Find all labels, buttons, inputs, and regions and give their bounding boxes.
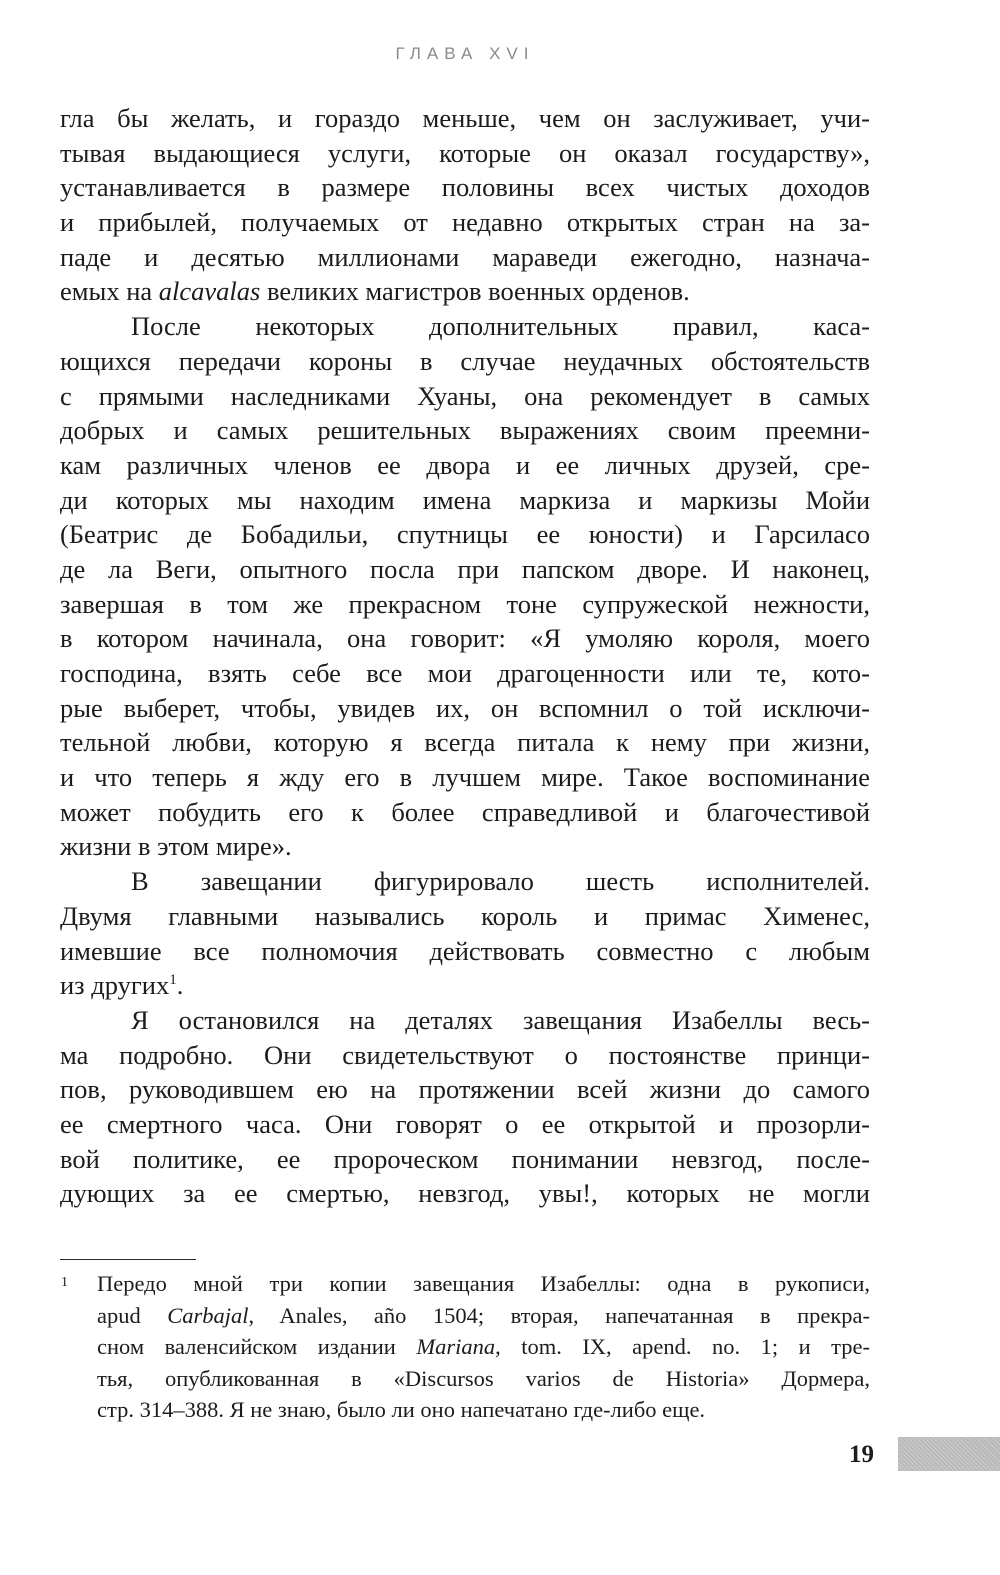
text-line: пов, руководившем ею на протяжении всей жизни до самого bbox=[60, 1074, 870, 1105]
text-line: Двумя главными назывались король и примас Хименес, bbox=[60, 900, 870, 931]
text-line: паде и десятью миллионами мараведи ежегодно, назнача- bbox=[60, 241, 870, 272]
footnote-line: Передо мной три копии завещания Изабеллы: одна в рукописи, bbox=[97, 1271, 870, 1296]
text-fragment: сном валенсийском издании bbox=[97, 1334, 396, 1360]
text-line: устанавливается в размере половины всех чистых доходов bbox=[60, 172, 870, 203]
text-line: имевшие все полномочия действовать совместно с любым bbox=[60, 935, 870, 966]
text-line: ющихся передачи короны в случае неудачных обстоятельств bbox=[60, 345, 870, 376]
text-line: может побудить его к более справедливой и благочестивой bbox=[60, 796, 870, 827]
text-line: ди которых мы находим имена маркиза и маркизы Мойи bbox=[60, 484, 870, 515]
footnote-line bbox=[97, 1331, 870, 1363]
text-line: с прямыми наследниками Хуаны, она рекомендует в самых bbox=[60, 380, 870, 411]
text-fragment: из других bbox=[60, 970, 170, 1001]
text-line: ее смертного часа. Они говорят о ее открытой и прозорли- bbox=[60, 1108, 870, 1139]
text-line: тельной любви, которую я всегда питала к нему при жизни, bbox=[60, 727, 870, 758]
page-number: 19 bbox=[849, 1441, 874, 1468]
italic-term: Carbajal bbox=[167, 1302, 249, 1328]
text-fragment: , Anales, año 1504; вторая, напечатанная в прекра- bbox=[248, 1302, 871, 1328]
footnote-divider bbox=[60, 1259, 196, 1260]
text-line: де ла Веги, опытного посла при папском дворе. И наконец, bbox=[60, 553, 870, 584]
text-line: завершая в том же прекрасном тоне супружеской нежности, bbox=[60, 588, 870, 619]
page-edge-tab bbox=[898, 1437, 1000, 1471]
text-line: В завещании фигурировало шесть исполнителей. bbox=[131, 866, 870, 897]
italic-term: alcavalas bbox=[158, 276, 261, 307]
text-line: ма подробно. Они свидетельствуют о постоянстве принци- bbox=[60, 1039, 870, 1070]
text-fragment: великих магистров военных орденов. bbox=[266, 276, 690, 307]
text-line: добрых и самых решительных выражениях своим преемни- bbox=[60, 415, 870, 446]
footnote-line bbox=[97, 1300, 870, 1332]
text-fragment: емых на bbox=[60, 276, 153, 307]
text-line: кам различных членов ее двора и ее личных друзей, сре- bbox=[60, 449, 870, 480]
running-header: ГЛАВА XVI bbox=[395, 44, 535, 63]
text-line bbox=[60, 274, 870, 309]
text-line: господина, взять себе все мои драгоценности или те, кото- bbox=[60, 658, 870, 688]
footnote-line: стр. 314–388. Я не знаю, было ли оно напечатано где-либо еще. bbox=[97, 1397, 706, 1423]
italic-term: Mariana bbox=[416, 1334, 496, 1360]
text-fragment: apud bbox=[97, 1302, 141, 1328]
text-fragment: , tom. IX, apend. no. 1; и тре- bbox=[495, 1334, 870, 1360]
text-line: рые выберет, чтобы, увидев их, он вспомнил о той исключи- bbox=[60, 692, 870, 723]
text-line: вой политике, ее пророческом понимании невзгод, после- bbox=[60, 1143, 870, 1174]
footnote-reference: 1 bbox=[169, 972, 177, 989]
main-text bbox=[60, 101, 870, 1211]
text-line: из других$^1$. bbox=[60, 970, 184, 1001]
text-line: гла бы желать, и гораздо меньше, чем он заслуживает, учи- bbox=[60, 103, 870, 133]
footnote-line: тья, опубликованная в «Discursos varios de Historia» Дормера, bbox=[97, 1365, 870, 1391]
text-line: Я остановился на деталях завещания Изабеллы весь- bbox=[131, 1004, 870, 1035]
text-line: в котором начинала, она говорит: «Я умоляю короля, моего bbox=[60, 623, 870, 654]
text-line: тывая выдающиеся услуги, которые он оказал государству», bbox=[60, 137, 870, 168]
text-line: жизни в этом мире». bbox=[60, 831, 292, 862]
text-line: и что теперь я жду его в лучшем мире. Такое воспоминание bbox=[60, 762, 870, 793]
text-line: и прибылей, получаемых от недавно открытых стран на за- bbox=[60, 207, 870, 238]
footnote-text bbox=[97, 1268, 870, 1426]
text-line: После некоторых дополнительных правил, каса- bbox=[131, 311, 870, 342]
footnote-number: 1 bbox=[61, 1275, 68, 1290]
text-line: дующих за ее смертью, невзгод, увы!, которых не могли bbox=[60, 1178, 870, 1209]
text-line: (Беатрис де Бобадильи, спутницы ее юности) и Гарсиласо bbox=[60, 519, 870, 550]
